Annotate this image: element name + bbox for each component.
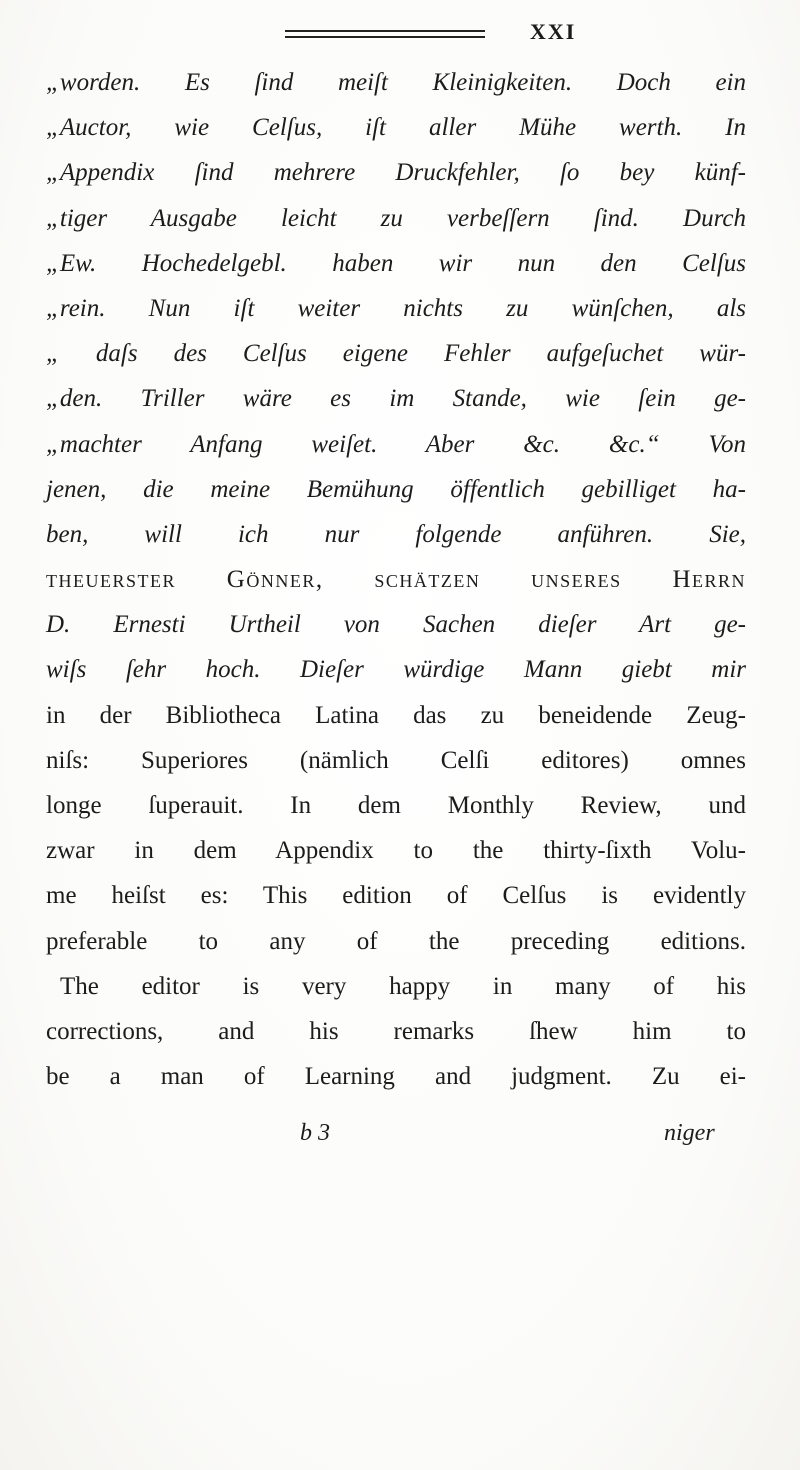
text-line: longe ſuperauit. In dem Monthly Review, und — [46, 792, 746, 819]
text-line: theuerster Gönner, ſchätzen unſeres Herrn — [46, 566, 746, 594]
text-line: niſs: Superiores (nämlich Celſi editores) omnes — [46, 746, 746, 774]
text-line: „Auctor, wie Celſus, iſt aller Mühe werth. In — [46, 114, 746, 142]
text-line: „Appendix ſind mehrere Druckfehler, ſo bey künf- — [46, 159, 746, 187]
text-line: „tiger Ausgabe leicht zu verbeſſern ſind. Durch — [46, 204, 746, 232]
catchword: niger — [664, 1120, 715, 1146]
page-footer — [0, 1120, 800, 1160]
text-line: „rein. Nun iſt weiter nichts zu wünſchen, als — [46, 294, 746, 322]
text-line: „den. Triller wäre es im Stande, wie ſein ge- — [46, 385, 746, 413]
page-number: XXI — [530, 19, 577, 44]
text-line: corrections, and his remarks ſhew him to — [46, 1017, 746, 1045]
text-line: „Ew. Hochedelgebl. haben wir nun den Celſus — [46, 249, 746, 277]
text-line: jenen, die meine Bemühung öffentlich gebilliget ha- — [46, 475, 746, 503]
text-line: be a man of Learning and judgment. Zu ei- — [46, 1063, 746, 1091]
text-line: The editor is very happy in many of his — [60, 972, 746, 1000]
text-line: preferable to any of the preceding editions. — [46, 927, 746, 955]
signature-mark: b 3 — [300, 1120, 330, 1146]
text-line: wiſs ſehr hoch. Dieſer würdige Mann giebt mir — [46, 656, 746, 684]
text-line: D. Ernesti Urtheil von Sachen dieſer Art ge- — [46, 611, 746, 639]
body-text — [46, 60, 746, 1099]
text-line: „ daſs des Celſus eigene Fehler aufgeſuchet wür- — [46, 340, 746, 368]
text-line: me heiſst es: This edition of Celſus is evidently — [46, 882, 746, 910]
text-line: „worden. Es ſind meiſt Kleinigkeiten. Doch ein — [46, 69, 746, 96]
text-line: „machter Anfang weiſet. Aber &c. &c.“ Von — [46, 430, 746, 458]
header-rule — [285, 30, 485, 38]
text-line: zwar in dem Appendix to the thirty-ſixth Volu- — [46, 837, 746, 865]
text-line: ben, will ich nur folgende anführen. Sie, — [46, 520, 746, 548]
text-line: in der Bibliotheca Latina das zu beneidende Zeug- — [46, 701, 746, 729]
